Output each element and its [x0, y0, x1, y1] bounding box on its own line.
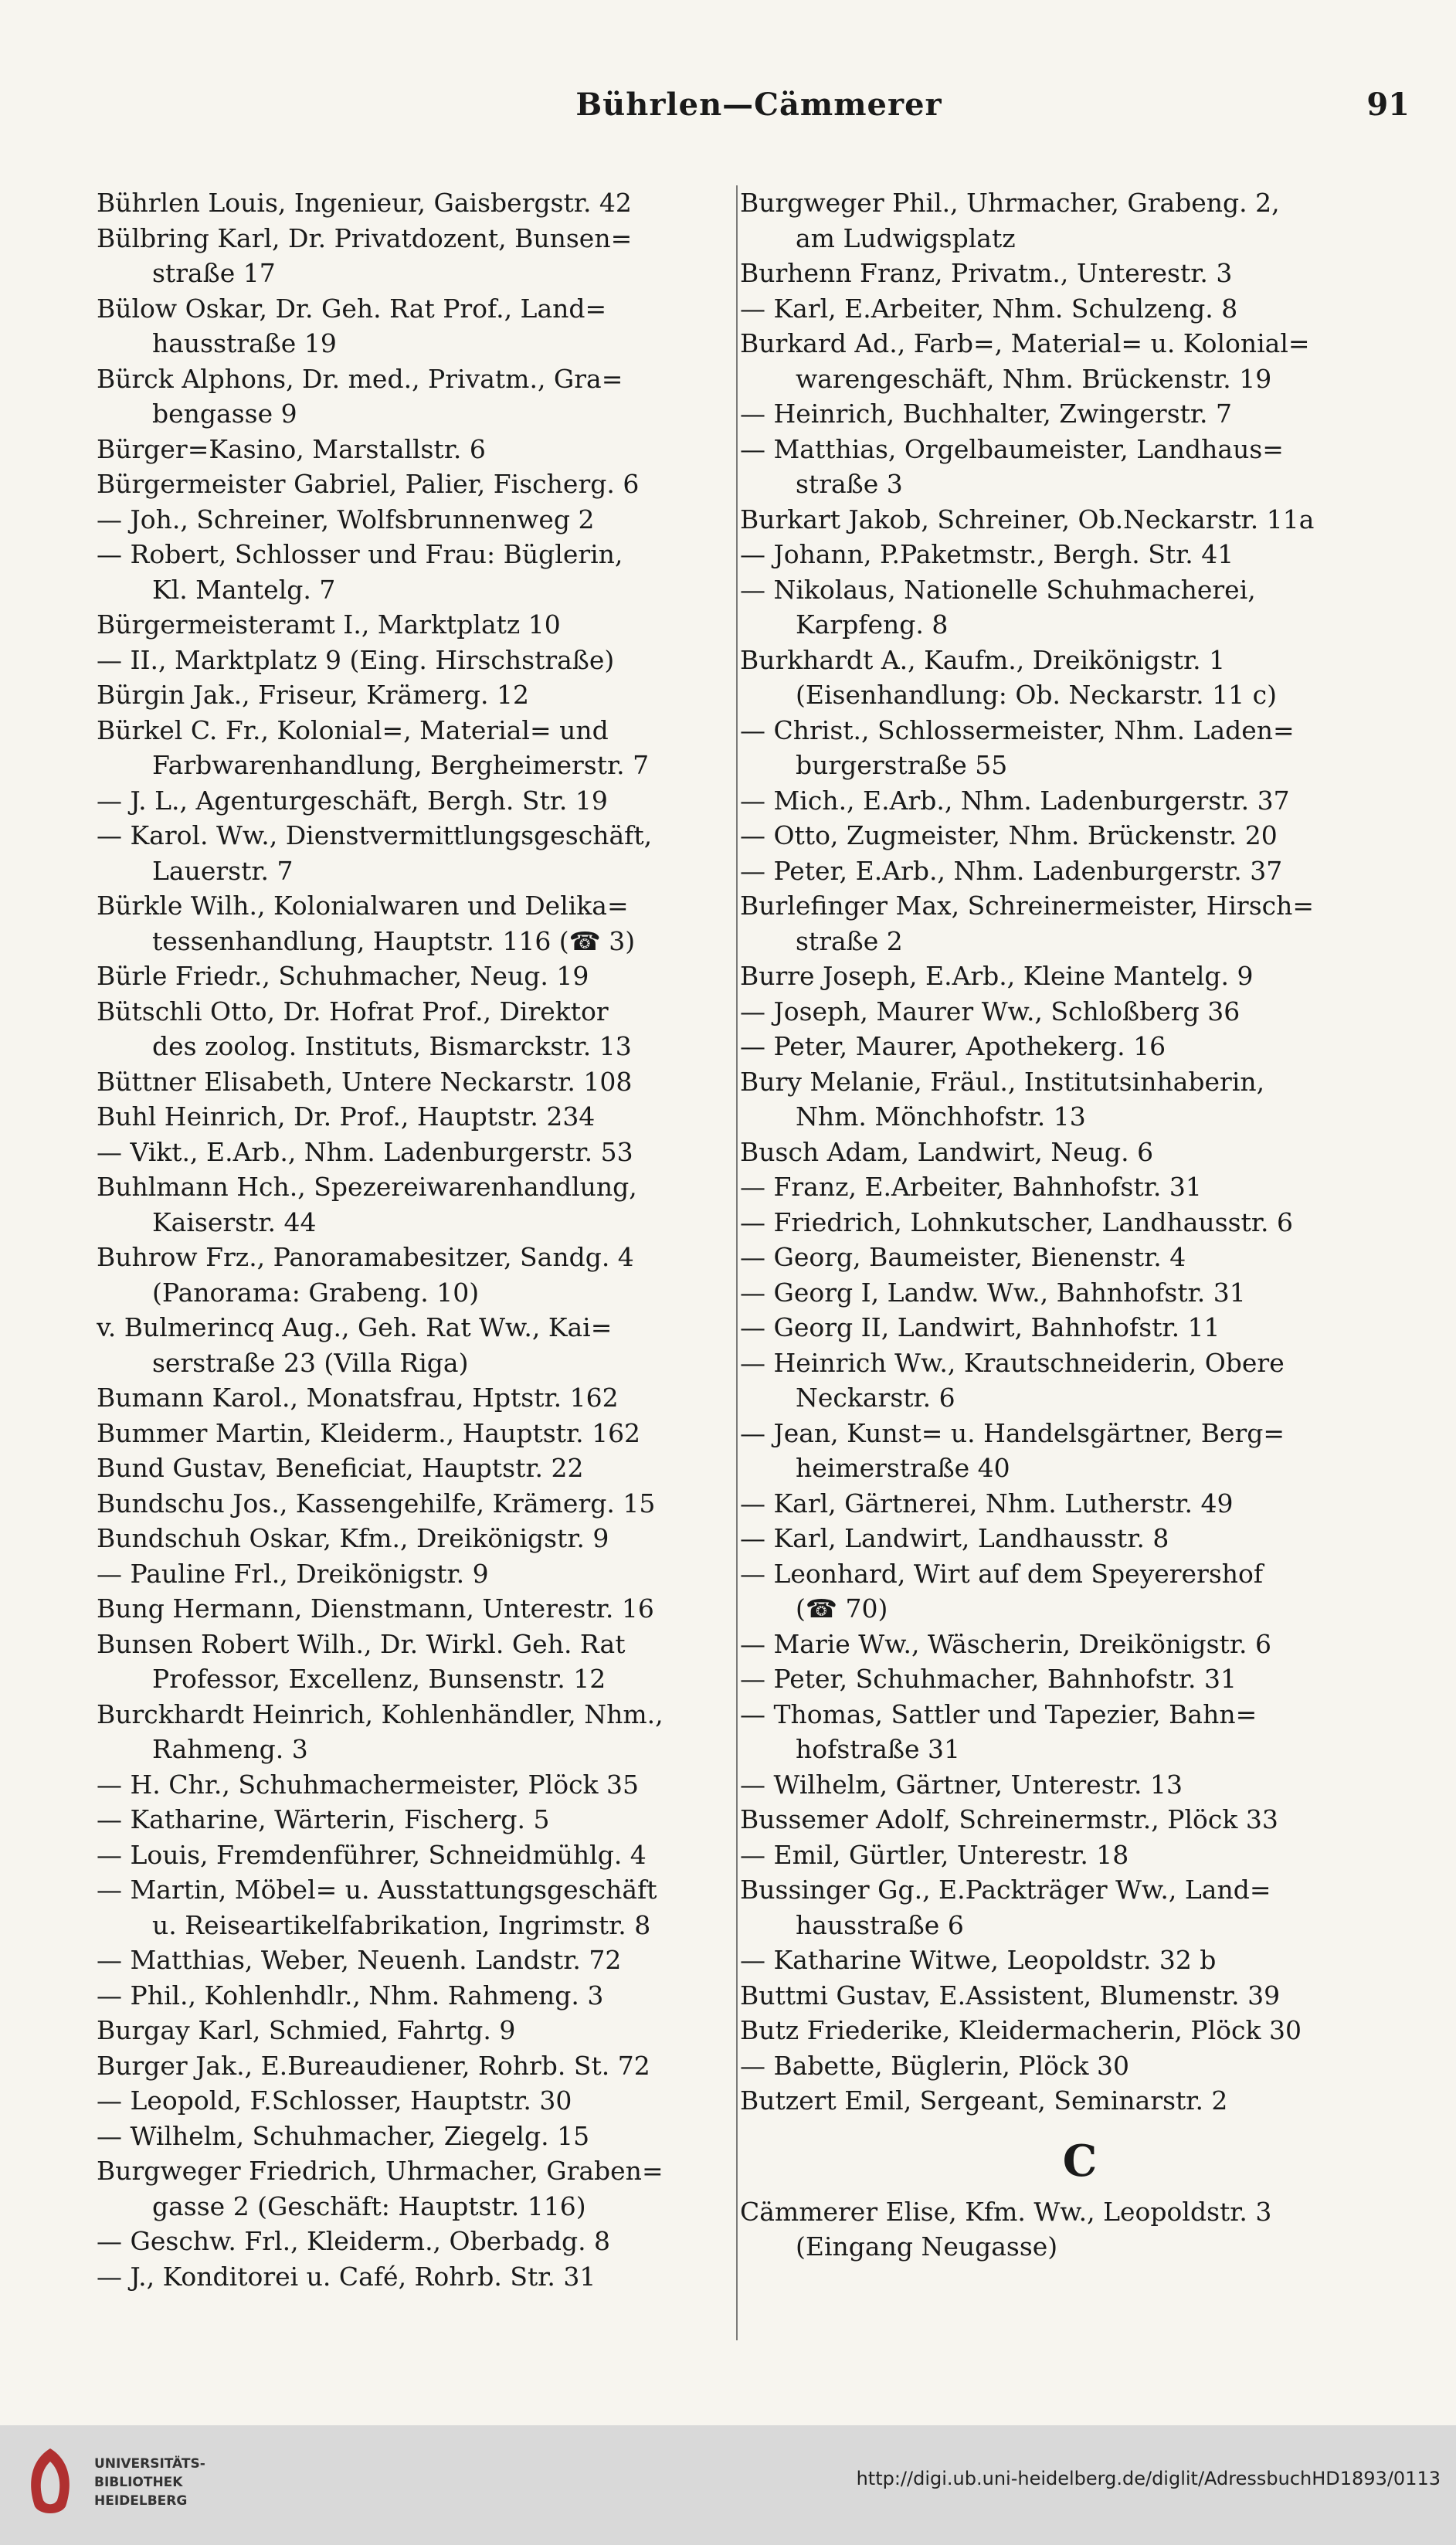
directory-entry-line: — Robert, Schlosser und Frau: Büglerin,: [97, 539, 623, 569]
directory-entry-line: Bürgermeister Gabriel, Palier, Fischerg. 6: [97, 469, 640, 499]
running-title: Bührlen—Cämmerer: [575, 87, 942, 123]
directory-entry-line: — Phil., Kohlenhdlr., Nhm. Rahmeng. 3: [97, 1980, 604, 2011]
footer-bar: [0, 2425, 1456, 2545]
entry-continuation-line: warengeschäft, Nhm. Brückenstr. 19: [796, 363, 1272, 394]
entry-continuation-line: des zoolog. Instituts, Bismarckstr. 13: [152, 1031, 632, 1061]
directory-entry-line: — Katharine Witwe, Leopoldstr. 32 b: [740, 1945, 1217, 1975]
entry-continuation-line: tessenhandlung, Hauptstr. 116 (☎ 3): [152, 925, 636, 956]
entry-continuation-line: Kaiserstr. 44: [152, 1206, 317, 1237]
directory-entry-line: Burgay Karl, Schmied, Fahrtg. 9: [97, 2015, 516, 2045]
directory-entry-line: Bürle Friedr., Schuhmacher, Neug. 19: [97, 961, 589, 991]
entry-continuation-line: hausstraße 6: [796, 1909, 964, 1940]
directory-entry-line: Burlefinger Max, Schreinermeister, Hirsch=: [740, 891, 1315, 921]
university-seal-icon: [15, 2445, 85, 2522]
directory-entry-line: — Peter, E.Arb., Nhm. Ladenburgerstr. 37: [740, 855, 1283, 886]
entry-continuation-line: straße 3: [796, 469, 903, 499]
directory-entry-line: Burger Jak., E.Bureaudiener, Rohrb. St. 72: [97, 2050, 650, 2081]
directory-entry-line: Busch Adam, Landwirt, Neug. 6: [740, 1136, 1154, 1167]
directory-entry-line: — Leopold, F.Schlosser, Hauptstr. 30: [97, 2085, 572, 2116]
directory-entry-line: — Joh., Schreiner, Wolfsbrunnenweg 2: [97, 504, 595, 534]
directory-entry-line: — Joseph, Maurer Ww., Schloßberg 36: [740, 996, 1240, 1026]
right-column: [740, 185, 1420, 2265]
directory-entry-line: Buhrow Frz., Panoramabesitzer, Sandg. 4: [97, 1242, 634, 1272]
entry-continuation-line: Karpfeng. 8: [796, 609, 949, 640]
directory-entry-line: — Karl, Landwirt, Landhausstr. 8: [740, 1523, 1169, 1553]
directory-entry-line: — H. Chr., Schuhmachermeister, Plöck 35: [97, 1769, 640, 1800]
directory-entry-line: — Matthias, Weber, Neuenh. Landstr. 72: [97, 1945, 622, 1975]
entry-continuation-line: hausstraße 19: [152, 328, 337, 358]
directory-entry-line: Burkhardt A., Kaufm., Dreikönigstr. 1: [740, 644, 1226, 675]
library-name-line-2: BIBLIOTHEK: [94, 2475, 183, 2490]
directory-entry-line: — Leonhard, Wirt auf dem Speyerershof: [740, 1558, 1264, 1589]
directory-entry-line: Burkart Jakob, Schreiner, Ob.Neckarstr. 11a: [740, 504, 1315, 534]
directory-entry-line: — Georg, Baumeister, Bienenstr. 4: [740, 1242, 1186, 1272]
library-name: [94, 2455, 205, 2510]
directory-entry-line: — Karl, E.Arbeiter, Nhm. Schulzeng. 8: [740, 293, 1238, 324]
directory-entry-line: Bürgin Jak., Friseur, Krämerg. 12: [97, 680, 529, 710]
directory-entry-line: — Martin, Möbel= u. Ausstattungsgeschäft: [97, 1875, 657, 1905]
entry-continuation-line: burgerstraße 55: [796, 750, 1008, 780]
directory-entry-line: — Georg II, Landwirt, Bahnhofstr. 11: [740, 1312, 1220, 1342]
directory-entry-line: — J., Konditorei u. Café, Rohrb. Str. 31: [97, 2261, 596, 2292]
entry-continuation-line: straße 17: [152, 258, 276, 288]
directory-entry-line: — Franz, E.Arbeiter, Bahnhofstr. 31: [740, 1172, 1202, 1202]
entry-continuation-line: (☎ 70): [796, 1593, 888, 1624]
entry-continuation-line: Rahmeng. 3: [152, 1734, 308, 1764]
directory-entry-line: Bülbring Karl, Dr. Privatdozent, Bunsen=: [97, 222, 633, 253]
directory-entry-line: Butzert Emil, Sergeant, Seminarstr. 2: [740, 2085, 1228, 2116]
entry-continuation-line: Nhm. Mönchhofstr. 13: [796, 1101, 1086, 1132]
directory-entry-line: — Marie Ww., Wäscherin, Dreikönigstr. 6: [740, 1628, 1271, 1659]
source-url[interactable]: http://digi.ub.uni-heidelberg.de/diglit/AdressbuchHD1893/0113: [856, 2468, 1441, 2489]
column-divider: [736, 185, 738, 2340]
directory-entry-line: Burckhardt Heinrich, Kohlenhändler, Nhm.,: [97, 1698, 664, 1729]
directory-entry-line: Buhl Heinrich, Dr. Prof., Hauptstr. 234: [97, 1101, 596, 1132]
page-header: [93, 87, 1425, 133]
entry-continuation-line: bengasse 9: [152, 399, 297, 429]
directory-entry-line: Bürkle Wilh., Kolonialwaren und Delika=: [97, 891, 629, 921]
directory-entry-line: — Friedrich, Lohnkutscher, Landhausstr. 6: [740, 1206, 1293, 1237]
directory-entry-line: Burhenn Franz, Privatm., Unterestr. 3: [740, 258, 1233, 288]
directory-entry-line: — Thomas, Sattler und Tapezier, Bahn=: [740, 1698, 1257, 1729]
directory-entry-line: — Mich., E.Arb., Nhm. Ladenburgerstr. 37: [740, 785, 1290, 816]
directory-entry-line: — Wilhelm, Schuhmacher, Ziegelg. 15: [97, 2120, 590, 2151]
directory-entry-line: — II., Marktplatz 9 (Eing. Hirschstraße): [97, 644, 615, 675]
directory-entry-line: Burgweger Phil., Uhrmacher, Grabeng. 2,: [740, 188, 1280, 218]
directory-entry-line: Bürkel C. Fr., Kolonial=, Material= und: [97, 714, 609, 745]
entry-continuation-line: serstraße 23 (Villa Riga): [152, 1347, 469, 1378]
directory-entry-line: — Georg I, Landw. Ww., Bahnhofstr. 31: [740, 1277, 1246, 1308]
directory-entry-line: — Wilhelm, Gärtner, Unterestr. 13: [740, 1769, 1183, 1800]
directory-entry-line: — Babette, Büglerin, Plöck 30: [740, 2050, 1129, 2081]
directory-entry-line: — Peter, Maurer, Apothekerg. 16: [740, 1031, 1166, 1061]
directory-entry-line: — Vikt., E.Arb., Nhm. Ladenburgerstr. 53: [97, 1136, 633, 1167]
directory-entry-line: Bürgermeisteramt I., Marktplatz 10: [97, 609, 561, 640]
directory-entry-line: Buhlmann Hch., Spezereiwarenhandlung,: [97, 1172, 637, 1202]
directory-entry-line: — Pauline Frl., Dreikönigstr. 9: [97, 1558, 489, 1589]
directory-entry-line: Buttmi Gustav, E.Assistent, Blumenstr. 39: [740, 1980, 1281, 2011]
entry-continuation-line: gasse 2 (Geschäft: Hauptstr. 116): [152, 2190, 586, 2221]
left-column: [97, 185, 745, 2294]
directory-entry-line: — Nikolaus, Nationelle Schuhmacherei,: [740, 574, 1256, 605]
directory-entry-line: — Johann, P.Paketmstr., Bergh. Str. 41: [740, 539, 1234, 569]
directory-entry-line: — J. L., Agenturgeschäft, Bergh. Str. 19: [97, 785, 608, 816]
entry-continuation-line: hofstraße 31: [796, 1734, 961, 1764]
entry-continuation-line: Farbwarenhandlung, Bergheimerstr. 7: [152, 750, 650, 780]
directory-entry-line: Bury Melanie, Fräul., Institutsinhaberin,: [740, 1066, 1265, 1097]
directory-entry-line: Bülow Oskar, Dr. Geh. Rat Prof., Land=: [97, 293, 607, 324]
directory-entry-line: — Peter, Schuhmacher, Bahnhofstr. 31: [740, 1664, 1237, 1694]
directory-entry-line: — Geschw. Frl., Kleiderm., Oberbadg. 8: [97, 2226, 611, 2256]
directory-entry-line: — Jean, Kunst= u. Handelsgärtner, Berg=: [740, 1417, 1285, 1448]
directory-entry-line: Bund Gustav, Beneficiat, Hauptstr. 22: [97, 1453, 584, 1483]
directory-entry-line: — Karl, Gärtnerei, Nhm. Lutherstr. 49: [740, 1488, 1234, 1519]
page-number: 91: [1366, 87, 1410, 123]
directory-entry-line: Burkard Ad., Farb=, Material= u. Kolonial=: [740, 328, 1310, 358]
entry-continuation-line: heimerstraße 40: [796, 1453, 1010, 1483]
directory-entry-line: Bussinger Gg., E.Packträger Ww., Land=: [740, 1875, 1271, 1905]
directory-entry-line: — Heinrich Ww., Krautschneiderin, Obere: [740, 1347, 1285, 1378]
directory-entry-line: — Karol. Ww., Dienstvermittlungsgeschäft,: [97, 820, 653, 850]
entry-continuation-line: am Ludwigsplatz: [796, 222, 1016, 253]
entry-continuation-line: (Panorama: Grabeng. 10): [152, 1277, 480, 1308]
directory-entry-line: — Katharine, Wärterin, Fischerg. 5: [97, 1804, 550, 1834]
directory-entry-line: — Emil, Gürtler, Unterestr. 18: [740, 1839, 1129, 1870]
entry-continuation-line: Lauerstr. 7: [152, 855, 294, 886]
right-column-section-entries: [740, 2194, 1420, 2265]
directory-entry-line: Bürger=Kasino, Marstallstr. 6: [97, 433, 486, 464]
entry-continuation-line: Professor, Excellenz, Bunsenstr. 12: [152, 1664, 606, 1694]
directory-entry-line: Büttner Elisabeth, Untere Neckarstr. 108: [97, 1066, 633, 1097]
directory-entry-line: Cämmerer Elise, Kfm. Ww., Leopoldstr. 3: [740, 2196, 1272, 2227]
section-letter: C: [1062, 2135, 1098, 2187]
directory-entry-line: Bumann Karol., Monatsfrau, Hptstr. 162: [97, 1383, 619, 1413]
directory-entry-line: Bührlen Louis, Ingenieur, Gaisbergstr. 42: [97, 188, 632, 218]
library-name-line-3: HEIDELBERG: [94, 2493, 188, 2509]
directory-entry-line: Bussemer Adolf, Schreinermstr., Plöck 33: [740, 1804, 1278, 1834]
directory-entry-line: — Otto, Zugmeister, Nhm. Brückenstr. 20: [740, 820, 1278, 850]
entry-continuation-line: Neckarstr. 6: [796, 1383, 955, 1413]
directory-entry-line: Bundschuh Oskar, Kfm., Dreikönigstr. 9: [97, 1523, 609, 1553]
directory-entry-line: Bummer Martin, Kleiderm., Hauptstr. 162: [97, 1417, 641, 1448]
directory-entry-line: Bung Hermann, Dienstmann, Unterestr. 16: [97, 1593, 654, 1624]
directory-entry-line: — Christ., Schlossermeister, Nhm. Laden=: [740, 714, 1295, 745]
entry-continuation-line: (Eisenhandlung: Ob. Neckarstr. 11 c): [796, 680, 1277, 710]
entry-continuation-line: (Eingang Neugasse): [796, 2231, 1058, 2262]
entry-continuation-line: straße 2: [796, 925, 903, 956]
directory-entry-line: Burre Joseph, E.Arb., Kleine Mantelg. 9: [740, 961, 1254, 991]
directory-entry-line: Bürck Alphons, Dr. med., Privatm., Gra=: [97, 363, 623, 394]
directory-entry-line: v. Bulmerincq Aug., Geh. Rat Ww., Kai=: [97, 1312, 613, 1342]
directory-entry-line: — Heinrich, Buchhalter, Zwingerstr. 7: [740, 399, 1233, 429]
entry-continuation-line: u. Reiseartikelfabrikation, Ingrimstr. 8: [152, 1909, 651, 1940]
library-name-line-1: UNIVERSITÄTS-: [94, 2456, 205, 2472]
directory-entry-line: Burgweger Friedrich, Uhrmacher, Graben=: [97, 2156, 664, 2186]
directory-entry-line: Bundschu Jos., Kassengehilfe, Krämerg. 15: [97, 1488, 656, 1519]
directory-entry-line: Bunsen Robert Wilh., Dr. Wirkl. Geh. Rat: [97, 1628, 626, 1659]
right-column-entries: [740, 185, 1420, 2119]
directory-entry-line: Bütschli Otto, Dr. Hofrat Prof., Direktor: [97, 996, 609, 1026]
directory-entry-line: — Louis, Fremdenführer, Schneidmühlg. 4: [97, 1839, 647, 1870]
directory-entry-line: Butz Friederike, Kleidermacherin, Plöck 30: [740, 2015, 1302, 2045]
directory-entry-line: — Matthias, Orgelbaumeister, Landhaus=: [740, 433, 1284, 464]
entry-continuation-line: Kl. Mantelg. 7: [152, 574, 336, 605]
